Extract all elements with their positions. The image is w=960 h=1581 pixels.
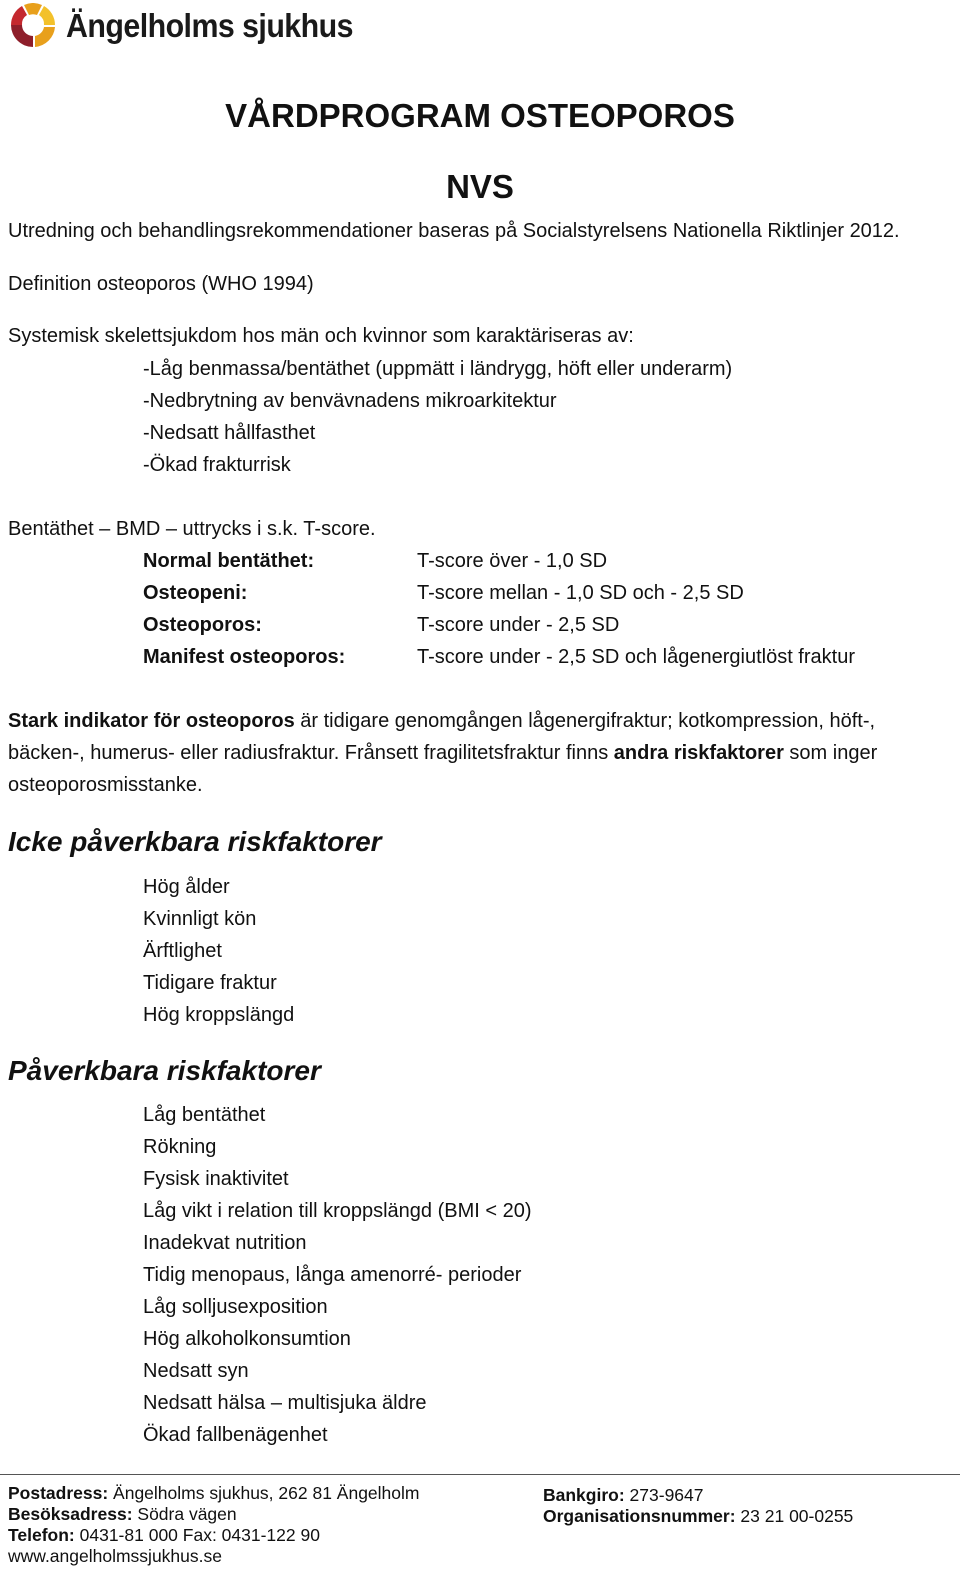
modifiable-heading: Påverkbara riskfaktorer — [8, 1055, 321, 1086]
logo-text: Ängelholms sjukhus — [66, 7, 353, 44]
list-item: Tidig menopaus, långa amenorré- perioder — [143, 1264, 522, 1286]
definition-item: -Ökad frakturrisk — [143, 454, 291, 476]
footer-bankgiro — [543, 1485, 704, 1506]
footer-postal — [8, 1483, 420, 1504]
definition-item: -Nedsatt hållfasthet — [143, 422, 316, 444]
website-link[interactable]: www.angelholmssjukhus.se — [8, 1546, 222, 1566]
footer-divider — [0, 1474, 960, 1475]
list-item: Låg solljusexposition — [143, 1296, 328, 1318]
bmd-term: Osteoporos: — [143, 614, 262, 636]
page-title: VÅRDPROGRAM OSTEOPOROS — [225, 97, 735, 134]
list-item: Tidigare fraktur — [143, 972, 277, 994]
bmd-value: T-score mellan - 1,0 SD och - 2,5 SD — [417, 582, 744, 604]
definition-item: -Låg benmassa/bentäthet (uppmätt i ländrygg, höft eller underarm) — [143, 358, 733, 380]
bmd-value: T-score under - 2,5 SD — [417, 614, 620, 636]
list-item: Låg bentäthet — [143, 1104, 266, 1126]
list-item: Fysisk inaktivitet — [143, 1168, 289, 1190]
bankgiro-label: Bankgiro: — [543, 1485, 625, 1505]
bmd-value: T-score under - 2,5 SD och lågenergiutlöst fraktur — [417, 646, 855, 668]
indicator-text: är tidigare genomgången lågenergifraktur; kotkompression, höft-, bäcken-, humerus- eller radiusfraktur. Frånsett fragilitetsfraktur finns — [8, 710, 876, 764]
visit-value: Södra vägen — [132, 1504, 237, 1524]
list-item: Nedsatt hälsa – multisjuka äldre — [143, 1392, 427, 1414]
modifiable-list — [143, 1099, 532, 1451]
postal-value: Ängelholms sjukhus, 262 81 Ängelholm — [108, 1483, 420, 1503]
bmd-value: T-score över - 1,0 SD — [417, 550, 608, 572]
non-modifiable-list — [143, 871, 294, 1031]
sun-logo-icon — [8, 3, 58, 49]
org-label: Organisationsnummer: — [543, 1506, 736, 1526]
definition-lead: Systemisk skelettsjukdom hos män och kvinnor som karaktäriseras av: — [8, 325, 634, 347]
bmd-term: Normal bentäthet: — [143, 550, 315, 572]
postal-label: Postadress: — [8, 1483, 109, 1503]
bmd-lead: Bentäthet – BMD – uttrycks i s.k. T-score. — [8, 518, 376, 540]
indicator-bold: Stark indikator för osteoporos — [8, 710, 295, 732]
phone-value: 0431-81 000 Fax: 0431-122 90 — [74, 1525, 320, 1545]
bmd-term: Osteopeni: — [143, 582, 248, 604]
list-item: Hög alkoholkonsumtion — [143, 1328, 351, 1350]
page-subtitle: NVS — [446, 168, 514, 205]
list-item: Hög ålder — [143, 876, 230, 898]
list-item: Ärftlighet — [143, 940, 222, 962]
list-item: Kvinnligt kön — [143, 908, 257, 930]
list-item: Hög kroppslängd — [143, 1004, 295, 1026]
indicator-bold: andra riskfaktorer — [613, 742, 784, 764]
phone-label: Telefon: — [8, 1525, 75, 1545]
org-value: 23 21 00-0255 — [735, 1506, 854, 1526]
list-item: Rökning — [143, 1136, 217, 1158]
list-item: Nedsatt syn — [143, 1360, 249, 1382]
hospital-logo — [8, 3, 378, 49]
footer-visit — [8, 1504, 237, 1525]
indicator-paragraph — [8, 705, 948, 801]
intro-text: Utredning och behandlingsrekommendationer baseras på Socialstyrelsens Nationella Riktlinjer 2012. — [8, 220, 900, 242]
list-item: Låg vikt i relation till kroppslängd (BMI < 20) — [143, 1200, 532, 1222]
non-modifiable-heading: Icke påverkbara riskfaktorer — [8, 826, 382, 857]
footer-phone — [8, 1525, 320, 1546]
visit-label: Besöksadress: — [8, 1504, 133, 1524]
list-item: Ökad fallbenägenhet — [143, 1424, 328, 1446]
definition-item: -Nedbrytning av benvävnadens mikroarkitektur — [143, 390, 557, 412]
footer-org-number — [543, 1506, 853, 1527]
indicator-text: som inger osteoporosmisstanke. — [8, 742, 878, 796]
bmd-term: Manifest osteoporos: — [143, 646, 346, 668]
list-item: Inadekvat nutrition — [143, 1232, 307, 1254]
bankgiro-value: 273-9647 — [624, 1485, 704, 1505]
definition-heading: Definition osteoporos (WHO 1994) — [8, 273, 314, 295]
